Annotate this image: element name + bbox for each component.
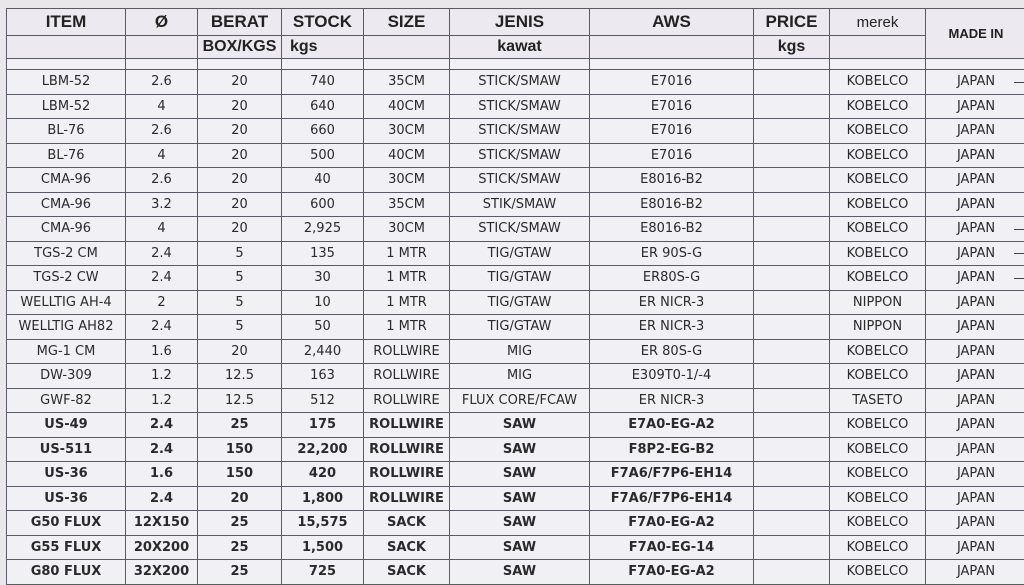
header-made-in: MADE IN: [926, 9, 1024, 59]
cell-price: [754, 119, 830, 144]
table-row: [7, 217, 1024, 242]
cell-dia: 2.6: [126, 70, 198, 95]
cell-made: JAPAN: [926, 315, 1024, 340]
cell-aws: E7016: [590, 119, 754, 144]
cell-berat: 20: [198, 143, 282, 168]
cell-jenis: SAW: [450, 437, 590, 462]
cell-dia: 2.4: [126, 315, 198, 340]
cell-price: [754, 217, 830, 242]
cell-size: SACK: [364, 535, 450, 560]
table-row: [7, 168, 1024, 193]
cell-dia: 2.4: [126, 241, 198, 266]
cell-stock: 1,500: [282, 535, 364, 560]
header-price-sub: kgs: [754, 36, 830, 59]
cell-price: [754, 70, 830, 95]
cell-price: [754, 290, 830, 315]
cell-jenis: FLUX CORE/FCAW: [450, 388, 590, 413]
cell-jenis: TIG/GTAW: [450, 266, 590, 291]
cell-price: [754, 192, 830, 217]
cell-berat: 5: [198, 241, 282, 266]
cell-stock: 725: [282, 560, 364, 585]
cell-merek: KOBELCO: [830, 364, 926, 389]
cell-item: WELLTIG AH82: [7, 315, 126, 340]
cell-dia: 4: [126, 143, 198, 168]
cell-merek: KOBELCO: [830, 462, 926, 487]
cell-item: US-511: [7, 437, 126, 462]
cell-berat: 150: [198, 437, 282, 462]
cell-stock: 660: [282, 119, 364, 144]
pen-mark-icon: [1014, 278, 1024, 279]
pen-mark-icon: [1014, 229, 1024, 230]
cell-dia: 2.4: [126, 266, 198, 291]
cell-size: 35CM: [364, 70, 450, 95]
cell-stock: 40: [282, 168, 364, 193]
header-berat: BERAT: [198, 9, 282, 36]
cell-aws: E8016-B2: [590, 192, 754, 217]
cell-aws: F7A0-EG-A2: [590, 511, 754, 536]
cell-size: ROLLWIRE: [364, 413, 450, 438]
cell-dia: 20X200: [126, 535, 198, 560]
cell-item: G55 FLUX: [7, 535, 126, 560]
cell-price: [754, 437, 830, 462]
cell-aws: E7016: [590, 70, 754, 95]
cell-price: [754, 266, 830, 291]
cell-berat: 150: [198, 462, 282, 487]
cell-jenis: SAW: [450, 486, 590, 511]
cell-berat: 25: [198, 535, 282, 560]
cell-aws: E309T0-1/-4: [590, 364, 754, 389]
cell-made: JAPAN: [926, 70, 1024, 95]
pen-mark-icon: [1014, 82, 1024, 83]
table-body: [7, 59, 1024, 585]
cell-made: JAPAN: [926, 217, 1024, 242]
cell-made: JAPAN: [926, 511, 1024, 536]
cell-dia: 1.6: [126, 339, 198, 364]
table-row: [7, 364, 1024, 389]
cell-jenis: TIG/GTAW: [450, 290, 590, 315]
cell-item: GWF-82: [7, 388, 126, 413]
header-stock-sub: kgs: [282, 36, 364, 59]
cell-jenis: SAW: [450, 560, 590, 585]
cell-made: JAPAN: [926, 241, 1024, 266]
cell-item: US-49: [7, 413, 126, 438]
cell-item: TGS-2 CM: [7, 241, 126, 266]
cell-dia: 1.6: [126, 462, 198, 487]
header-size-sub: [364, 36, 450, 59]
cell-made: JAPAN: [926, 339, 1024, 364]
cell-stock: 740: [282, 70, 364, 95]
table-row: [7, 388, 1024, 413]
table-row: [7, 315, 1024, 340]
cell-jenis: SAW: [450, 535, 590, 560]
table-row: [7, 560, 1024, 585]
cell-stock: 600: [282, 192, 364, 217]
cell-stock: 50: [282, 315, 364, 340]
cell-merek: KOBELCO: [830, 168, 926, 193]
cell-stock: 22,200: [282, 437, 364, 462]
cell-jenis: SAW: [450, 413, 590, 438]
cell-aws: ER NICR-3: [590, 315, 754, 340]
cell-jenis: MIG: [450, 339, 590, 364]
cell-jenis: SAW: [450, 462, 590, 487]
cell-item: LBM-52: [7, 94, 126, 119]
cell-item: CMA-96: [7, 217, 126, 242]
cell-made: JAPAN: [926, 413, 1024, 438]
cell-merek: KOBELCO: [830, 413, 926, 438]
cell-price: [754, 339, 830, 364]
cell-item: MG-1 CM: [7, 339, 126, 364]
cell-merek: KOBELCO: [830, 217, 926, 242]
cell-price: [754, 535, 830, 560]
cell-made: JAPAN: [926, 462, 1024, 487]
cell-dia: 2.6: [126, 168, 198, 193]
cell-berat: 25: [198, 511, 282, 536]
header-aws: AWS: [590, 9, 754, 36]
cell-berat: 25: [198, 413, 282, 438]
cell-price: [754, 413, 830, 438]
cell-aws: F7A0-EG-14: [590, 535, 754, 560]
cell-merek: KOBELCO: [830, 241, 926, 266]
header-aws-sub: [590, 36, 754, 59]
cell-merek: KOBELCO: [830, 119, 926, 144]
cell-price: [754, 560, 830, 585]
cell-dia: 1.2: [126, 388, 198, 413]
header-jenis: JENIS: [450, 9, 590, 36]
cell-aws: F7A6/F7P6-EH14: [590, 462, 754, 487]
cell-jenis: TIG/GTAW: [450, 241, 590, 266]
cell-aws: E7016: [590, 143, 754, 168]
table-row: [7, 266, 1024, 291]
cell-merek: TASETO: [830, 388, 926, 413]
cell-aws: F7A0-EG-A2: [590, 560, 754, 585]
cell-size: ROLLWIRE: [364, 364, 450, 389]
cell-size: ROLLWIRE: [364, 437, 450, 462]
cell-aws: E8016-B2: [590, 168, 754, 193]
cell-dia: 2.4: [126, 413, 198, 438]
table-row: [7, 339, 1024, 364]
cell-size: 1 MTR: [364, 241, 450, 266]
table-row: [7, 70, 1024, 95]
cell-merek: KOBELCO: [830, 266, 926, 291]
cell-item: G80 FLUX: [7, 560, 126, 585]
header-diameter-sub: [126, 36, 198, 59]
cell-stock: 163: [282, 364, 364, 389]
cell-dia: 12X150: [126, 511, 198, 536]
cell-dia: 4: [126, 217, 198, 242]
cell-berat: 20: [198, 339, 282, 364]
header-item-sub: [7, 36, 126, 59]
cell-merek: NIPPON: [830, 315, 926, 340]
table-row: [7, 437, 1024, 462]
header-stock: STOCK: [282, 9, 364, 36]
cell-merek: KOBELCO: [830, 535, 926, 560]
cell-jenis: STICK/SMAW: [450, 119, 590, 144]
cell-item: US-36: [7, 462, 126, 487]
cell-aws: ER80S-G: [590, 266, 754, 291]
table-row: [7, 94, 1024, 119]
cell-item: BL-76: [7, 119, 126, 144]
inventory-table: [6, 8, 1024, 585]
cell-price: [754, 511, 830, 536]
header-size: SIZE: [364, 9, 450, 36]
cell-aws: F7A6/F7P6-EH14: [590, 486, 754, 511]
cell-stock: 1,800: [282, 486, 364, 511]
cell-item: G50 FLUX: [7, 511, 126, 536]
cell-size: ROLLWIRE: [364, 486, 450, 511]
cell-price: [754, 364, 830, 389]
cell-berat: 25: [198, 560, 282, 585]
cell-item: LBM-52: [7, 70, 126, 95]
cell-stock: 10: [282, 290, 364, 315]
cell-merek: KOBELCO: [830, 192, 926, 217]
cell-size: 30CM: [364, 217, 450, 242]
table-row: [7, 241, 1024, 266]
table-row: [7, 290, 1024, 315]
cell-size: ROLLWIRE: [364, 339, 450, 364]
cell-aws: E7016: [590, 94, 754, 119]
cell-item: BL-76: [7, 143, 126, 168]
cell-merek: KOBELCO: [830, 560, 926, 585]
cell-aws: F8P2-EG-B2: [590, 437, 754, 462]
cell-merek: KOBELCO: [830, 486, 926, 511]
cell-dia: 2.4: [126, 437, 198, 462]
cell-stock: 2,925: [282, 217, 364, 242]
cell-size: 1 MTR: [364, 290, 450, 315]
cell-size: 40CM: [364, 94, 450, 119]
cell-stock: 135: [282, 241, 364, 266]
cell-item: DW-309: [7, 364, 126, 389]
cell-made: JAPAN: [926, 535, 1024, 560]
cell-size: SACK: [364, 560, 450, 585]
cell-price: [754, 388, 830, 413]
cell-merek: KOBELCO: [830, 511, 926, 536]
cell-jenis: STICK/SMAW: [450, 168, 590, 193]
cell-stock: 2,440: [282, 339, 364, 364]
cell-berat: 20: [198, 168, 282, 193]
spacer-row: [7, 59, 1024, 70]
cell-made: JAPAN: [926, 143, 1024, 168]
cell-size: ROLLWIRE: [364, 388, 450, 413]
cell-berat: 5: [198, 315, 282, 340]
header-price: PRICE: [754, 9, 830, 36]
cell-aws: E7A0-EG-A2: [590, 413, 754, 438]
cell-price: [754, 168, 830, 193]
cell-berat: 20: [198, 70, 282, 95]
cell-stock: 640: [282, 94, 364, 119]
cell-made: JAPAN: [926, 94, 1024, 119]
cell-stock: 15,575: [282, 511, 364, 536]
header-diameter: Ø: [126, 9, 198, 36]
cell-jenis: MIG: [450, 364, 590, 389]
table-row: [7, 511, 1024, 536]
cell-item: CMA-96: [7, 192, 126, 217]
cell-merek: KOBELCO: [830, 143, 926, 168]
cell-dia: 2.4: [126, 486, 198, 511]
cell-size: 1 MTR: [364, 315, 450, 340]
cell-jenis: STICK/SMAW: [450, 143, 590, 168]
table-row: [7, 413, 1024, 438]
cell-jenis: SAW: [450, 511, 590, 536]
cell-jenis: STIK/SMAW: [450, 192, 590, 217]
header-merek: merek: [830, 9, 926, 36]
cell-berat: 12.5: [198, 364, 282, 389]
header-jenis-sub: kawat: [450, 36, 590, 59]
cell-jenis: TIG/GTAW: [450, 315, 590, 340]
cell-dia: 4: [126, 94, 198, 119]
table-row: [7, 535, 1024, 560]
cell-made: JAPAN: [926, 168, 1024, 193]
cell-size: 1 MTR: [364, 266, 450, 291]
cell-stock: 500: [282, 143, 364, 168]
cell-merek: KOBELCO: [830, 437, 926, 462]
cell-size: 35CM: [364, 192, 450, 217]
cell-aws: ER 90S-G: [590, 241, 754, 266]
cell-dia: 2: [126, 290, 198, 315]
cell-size: 30CM: [364, 168, 450, 193]
cell-stock: 512: [282, 388, 364, 413]
cell-dia: 32X200: [126, 560, 198, 585]
cell-made: JAPAN: [926, 486, 1024, 511]
cell-berat: 20: [198, 94, 282, 119]
cell-jenis: STICK/SMAW: [450, 70, 590, 95]
cell-dia: 1.2: [126, 364, 198, 389]
cell-price: [754, 241, 830, 266]
cell-made: JAPAN: [926, 437, 1024, 462]
cell-aws: ER NICR-3: [590, 290, 754, 315]
cell-price: [754, 486, 830, 511]
cell-merek: KOBELCO: [830, 70, 926, 95]
cell-berat: 5: [198, 266, 282, 291]
cell-size: 30CM: [364, 119, 450, 144]
table-row: [7, 462, 1024, 487]
cell-stock: 420: [282, 462, 364, 487]
cell-aws: ER 80S-G: [590, 339, 754, 364]
cell-size: ROLLWIRE: [364, 462, 450, 487]
table-header: [7, 9, 1024, 59]
cell-dia: 2.6: [126, 119, 198, 144]
header-item: ITEM: [7, 9, 126, 36]
cell-jenis: STICK/SMAW: [450, 217, 590, 242]
cell-stock: 175: [282, 413, 364, 438]
cell-size: SACK: [364, 511, 450, 536]
cell-item: CMA-96: [7, 168, 126, 193]
cell-made: JAPAN: [926, 364, 1024, 389]
cell-aws: E8016-B2: [590, 217, 754, 242]
cell-berat: 5: [198, 290, 282, 315]
cell-made: JAPAN: [926, 388, 1024, 413]
cell-merek: KOBELCO: [830, 339, 926, 364]
cell-aws: ER NICR-3: [590, 388, 754, 413]
cell-made: JAPAN: [926, 192, 1024, 217]
cell-berat: 20: [198, 486, 282, 511]
cell-item: TGS-2 CW: [7, 266, 126, 291]
cell-price: [754, 143, 830, 168]
pen-mark-icon: [1014, 253, 1024, 254]
cell-price: [754, 94, 830, 119]
header-berat-sub: BOX/KGS: [198, 36, 282, 59]
table-row: [7, 486, 1024, 511]
cell-size: 40CM: [364, 143, 450, 168]
cell-made: JAPAN: [926, 290, 1024, 315]
cell-merek: KOBELCO: [830, 94, 926, 119]
cell-jenis: STICK/SMAW: [450, 94, 590, 119]
cell-berat: 12.5: [198, 388, 282, 413]
cell-berat: 20: [198, 119, 282, 144]
cell-item: US-36: [7, 486, 126, 511]
table-row: [7, 192, 1024, 217]
cell-made: JAPAN: [926, 266, 1024, 291]
cell-price: [754, 462, 830, 487]
cell-stock: 30: [282, 266, 364, 291]
cell-berat: 20: [198, 217, 282, 242]
cell-berat: 20: [198, 192, 282, 217]
cell-dia: 3.2: [126, 192, 198, 217]
table-row: [7, 143, 1024, 168]
header-merek-sub: [830, 36, 926, 59]
table-row: [7, 119, 1024, 144]
cell-made: JAPAN: [926, 119, 1024, 144]
cell-price: [754, 315, 830, 340]
cell-made: JAPAN: [926, 560, 1024, 585]
cell-item: WELLTIG AH-4: [7, 290, 126, 315]
cell-merek: NIPPON: [830, 290, 926, 315]
